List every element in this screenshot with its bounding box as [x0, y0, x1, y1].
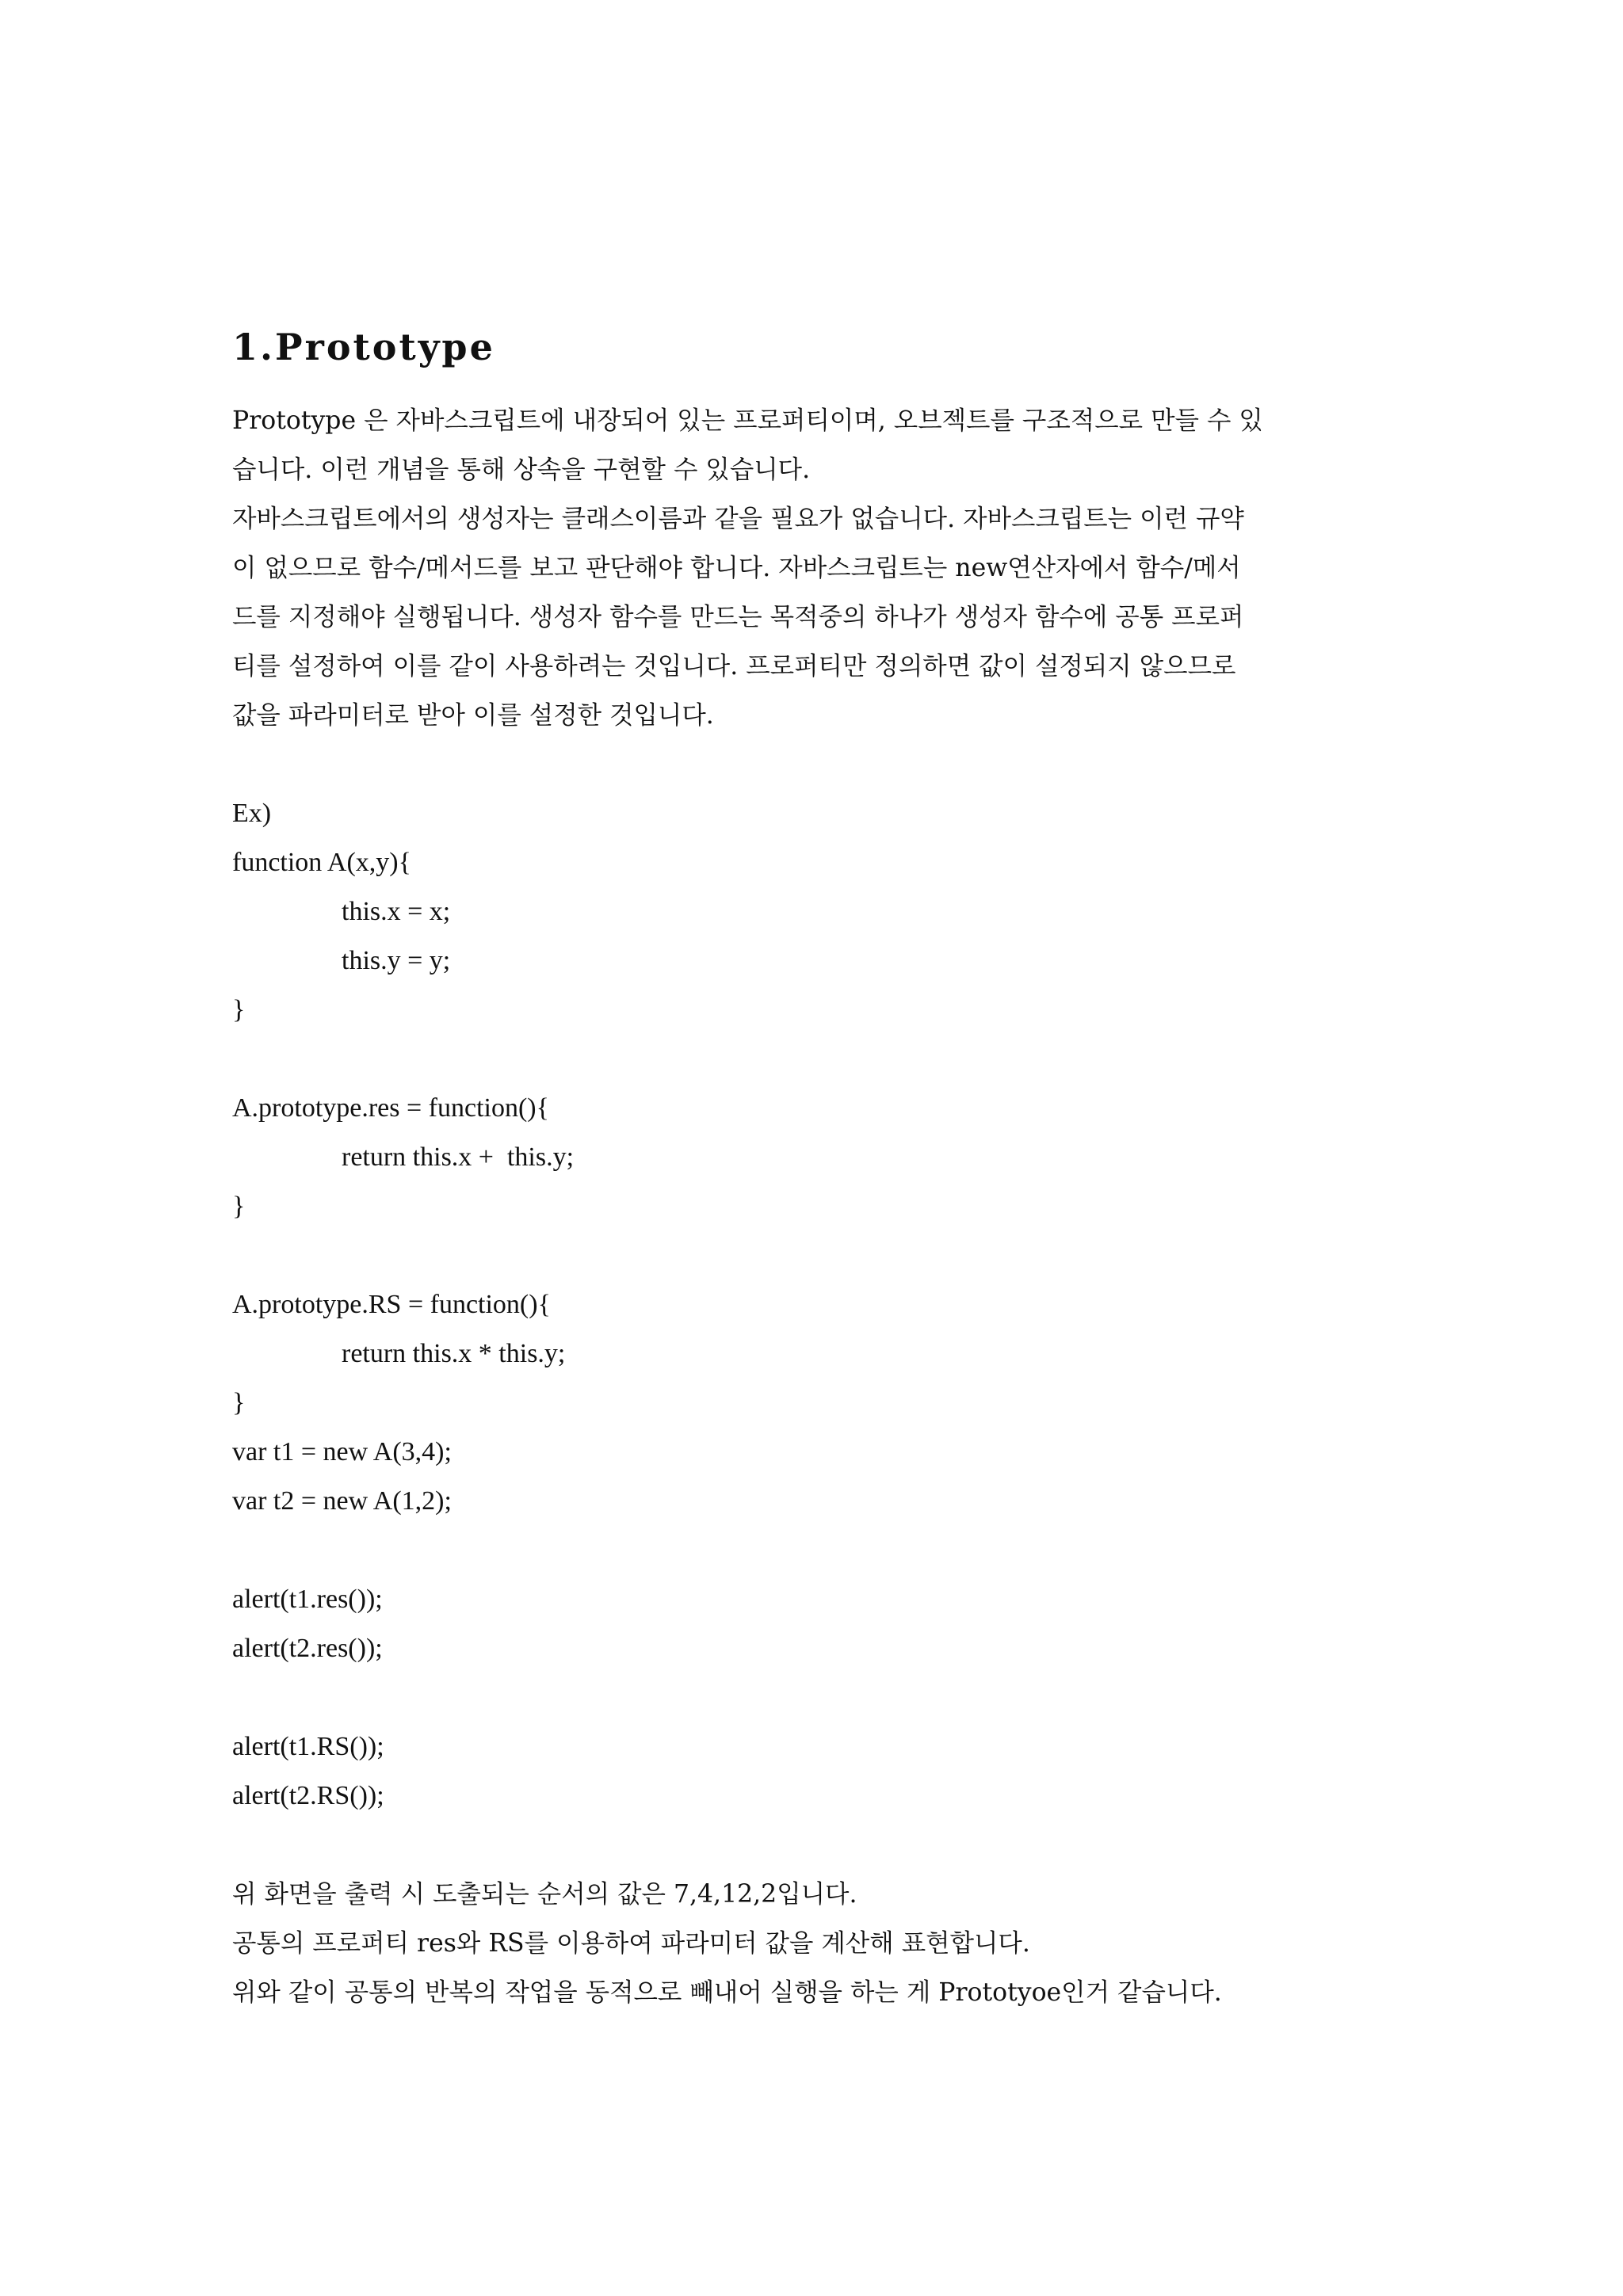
- code-line: var t1 = new A(3,4);: [232, 1437, 452, 1466]
- code-line: this.x = x;: [342, 897, 451, 926]
- code-line: A.prototype.res = function(){: [232, 1093, 549, 1123]
- code-line: alert(t1.RS());: [232, 1732, 384, 1761]
- blank-line: [232, 1526, 1397, 1575]
- text-line: 값을 파라미터로 받아 이를 설정한 것입니다.: [232, 701, 714, 730]
- text-line: 드를 지정해야 실행됩니다. 생성자 함수를 만드는 목적중의 하나가 생성자 함수에 공통 프로퍼: [232, 603, 1244, 631]
- code-line: alert(t2.RS());: [232, 1781, 384, 1810]
- code-line: function A(x,y){: [232, 848, 411, 877]
- document-body: [232, 396, 1397, 2017]
- section-heading: 1.Prototype: [232, 326, 495, 368]
- text-line: 습니다. 이런 개념을 통해 상속을 구현할 수 있습니다.: [232, 456, 811, 484]
- code-line: return this.x * this.y;: [342, 1339, 566, 1368]
- code-example: [232, 789, 1397, 1821]
- intro-paragraph: [232, 396, 1397, 740]
- text-line: 공통의 프로퍼티 res와 RS를 이용하여 파라미터 값을 계산해 표현합니다.: [232, 1929, 1030, 1958]
- code-line: }: [232, 1192, 246, 1221]
- text-line: 티를 설정하여 이를 같이 사용하려는 것입니다. 프로퍼티만 정의하면 값이 설정되지 않으므로: [232, 652, 1236, 681]
- conclusion-paragraph: [232, 1870, 1397, 2017]
- text-line: 자바스크립트에서의 생성자는 클래스이름과 같을 필요가 없습니다. 자바스크립트는 이런 규약: [232, 505, 1244, 533]
- code-line: }: [232, 995, 246, 1024]
- code-line: var t2 = new A(1,2);: [232, 1486, 452, 1516]
- code-line: A.prototype.RS = function(){: [232, 1290, 551, 1319]
- blank-line: [232, 1035, 1397, 1084]
- code-line: alert(t2.res());: [232, 1634, 383, 1663]
- text-line: 이 없으므로 함수/메서드를 보고 판단해야 합니다. 자바스크립트는 new연산자에서 함수/메서: [232, 554, 1241, 582]
- code-line: return this.x + this.y;: [342, 1142, 575, 1172]
- blank-line: [232, 740, 1397, 789]
- text-line: 위와 같이 공통의 반복의 작업을 동적으로 빼내어 실행을 하는 게 Prototyoe인거 같습니다.: [232, 1978, 1222, 2007]
- text-line: Prototype 은 자바스크립트에 내장되어 있는 프로퍼티이며, 오브젝트를 구조적으로 만들 수 있: [232, 406, 1263, 435]
- blank-line: [232, 1231, 1397, 1280]
- text-line: 위 화면을 출력 시 도출되는 순서의 값은 7,4,12,2입니다.: [232, 1880, 857, 1909]
- blank-line: [232, 1821, 1397, 1870]
- example-label: Ex): [232, 799, 272, 828]
- code-line: }: [232, 1388, 246, 1417]
- blank-line: [232, 1673, 1397, 1722]
- code-line: this.y = y;: [342, 946, 451, 975]
- code-line: alert(t1.res());: [232, 1585, 383, 1614]
